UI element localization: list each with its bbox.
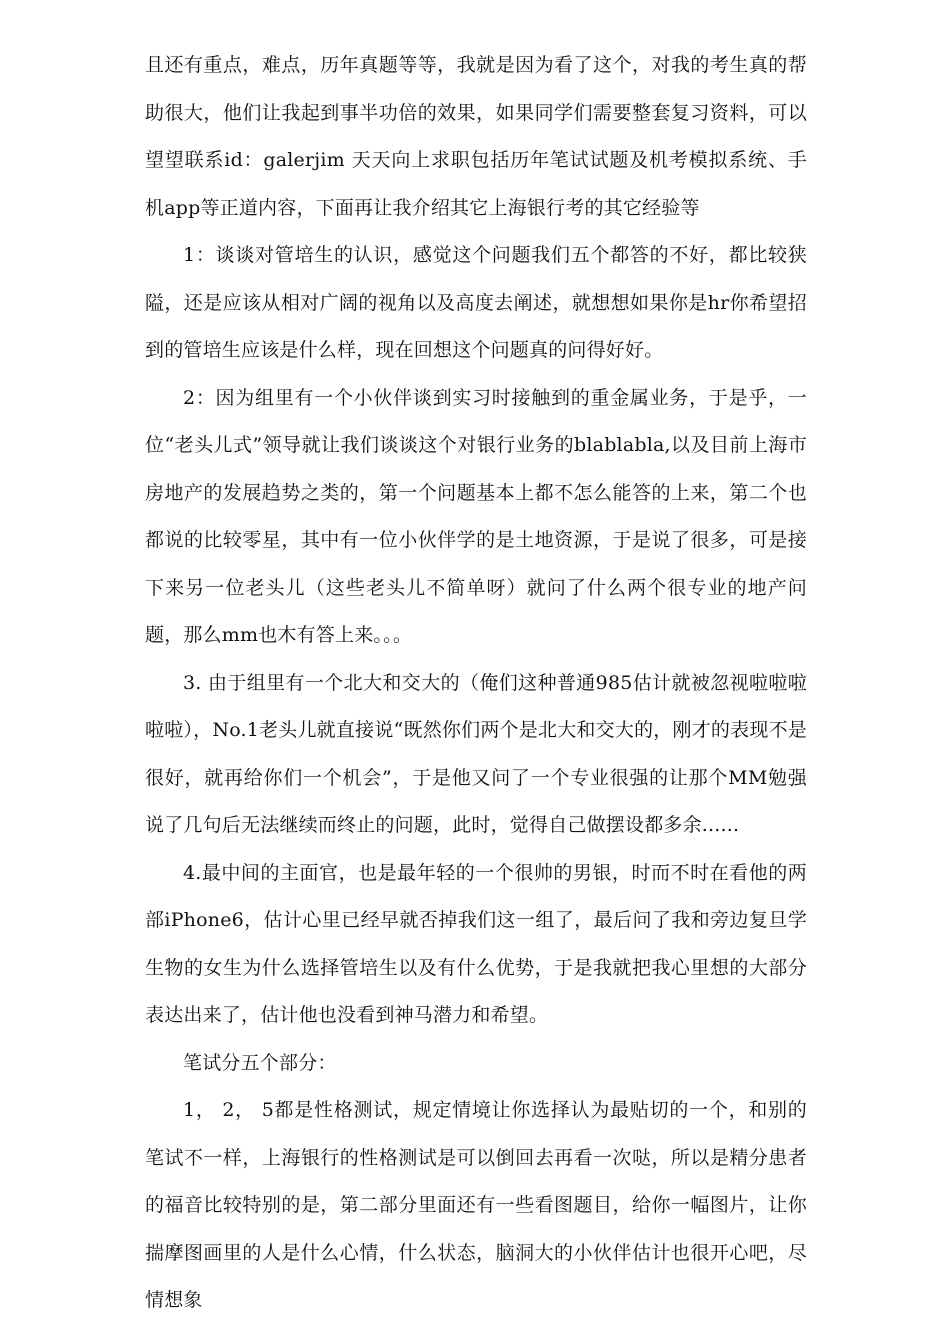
paragraph-point-3: 3. 由于组里有一个北大和交大的（俺们这种普通985估计就被忽视啦啦啦啦啦），No.1老头儿就直接说“既然你们两个是北大和交大的，刚才的表现不是很好，就再给你们一个机会”，于是他又问了一个专业很强的让那个MM勉强说了几句后无法继续而终止的问题，此时，觉得自己做摆设都多余...... <box>145 671 807 836</box>
paragraph-intro: 且还有重点，难点，历年真题等等，我就是因为看了这个，对我的考生真的帮助很大，他们让我起到事半功倍的效果，如果同学们需要整套复习资料，可以望望联系id：galerjim 天天向上求职包括历年笔试试题及机考模拟系统、手机app等正道内容，下面再让我介绍其它上海银行考的其它经验等 <box>145 54 807 219</box>
document-page <box>145 42 807 1325</box>
paragraph-point-4: 4.最中间的主面官，也是最年轻的一个很帅的男银，时而不时在看他的两部iPhone6，估计心里已经早就否掉我们这一组了，最后问了我和旁边复旦学生物的女生为什么选择管培生以及有什么优势，于是我就把我心里想的大部分表达出来了，估计他也没看到神马潜力和希望。 <box>145 861 807 1026</box>
paragraph-written-intro: 笔试分五个部分： <box>183 1051 337 1074</box>
paragraph-point-1: 1：谈谈对管培生的认识，感觉这个问题我们五个都答的不好，都比较狭隘，还是应该从相对广阔的视角以及高度去阐述，就想想如果你是hr你希望招到的管培生应该是什么样，现在回想这个问题真的问得好好。 <box>145 244 807 361</box>
paragraph-point-2: 2：因为组里有一个小伙伴谈到实习时接触到的重金属业务，于是乎，一位“老头儿式”领导就让我们谈谈这个对银行业务的blablabla,以及目前上海市房地产的发展趋势之类的，第一个问题基本上都不怎么能答的上来，第二个也都说的比较零星，其中有一位小伙伴学的是土地资源，于是说了很多，可是接下来另一位老头儿（这些老头儿不简单呀）就问了什么两个很专业的地产问题，那么mm也木有答上来。。。 <box>145 386 807 646</box>
paragraph-written-1: 1， 2， 5都是性格测试，规定情境让你选择认为最贴切的一个，和别的笔试不一样，上海银行的性格测试是可以倒回去再看一次哒，所以是精分患者的福音比较特别的是，第二部分里面还有一些看图题目，给你一幅图片，让你揣摩图画里的人是什么心情，什么状态，脑洞大的小伙伴估计也很开心吧，尽情想象 <box>145 1099 807 1311</box>
